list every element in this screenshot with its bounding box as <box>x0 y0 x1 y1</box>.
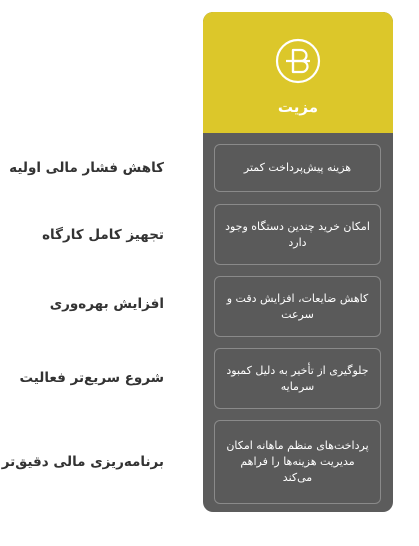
benefits-panel <box>203 12 393 512</box>
panel-header <box>203 12 393 133</box>
benefit-detail-text: پرداخت‌های منظم ماهانه امکان مدیریت هزینه‌ها را فراهم می‌کند <box>226 439 369 484</box>
benefit-detail-card <box>214 276 381 337</box>
benefit-detail-card <box>214 204 381 265</box>
benefit-label: کاهش فشار مالی اولیه <box>9 160 164 176</box>
benefit-detail-card <box>214 144 381 192</box>
benefit-detail-text: کاهش ضایعات، افزایش دقت و سرعت <box>226 291 369 321</box>
benefit-detail-card <box>214 348 381 409</box>
benefit-detail-text: هزینه پیش‌پرداخت کمتر <box>243 161 352 174</box>
benefit-detail-text: امکان خرید چندین دستگاه وجود دارد <box>225 219 370 249</box>
benefit-detail-card <box>214 420 381 504</box>
panel-title: مزیت <box>277 98 319 116</box>
benefit-label: تجهیز کامل کارگاه <box>42 227 164 243</box>
benefit-label: برنامه‌ریزی مالی دقیق‌تر <box>1 454 164 470</box>
benefit-label: افزایش بهره‌وری <box>49 296 164 312</box>
benefit-detail-text: جلوگیری از تأخیر به دلیل کمبود سرمایه <box>226 363 369 393</box>
b-circle-logo-icon <box>274 37 322 85</box>
benefit-label: شروع سریع‌تر فعالیت <box>19 370 164 386</box>
